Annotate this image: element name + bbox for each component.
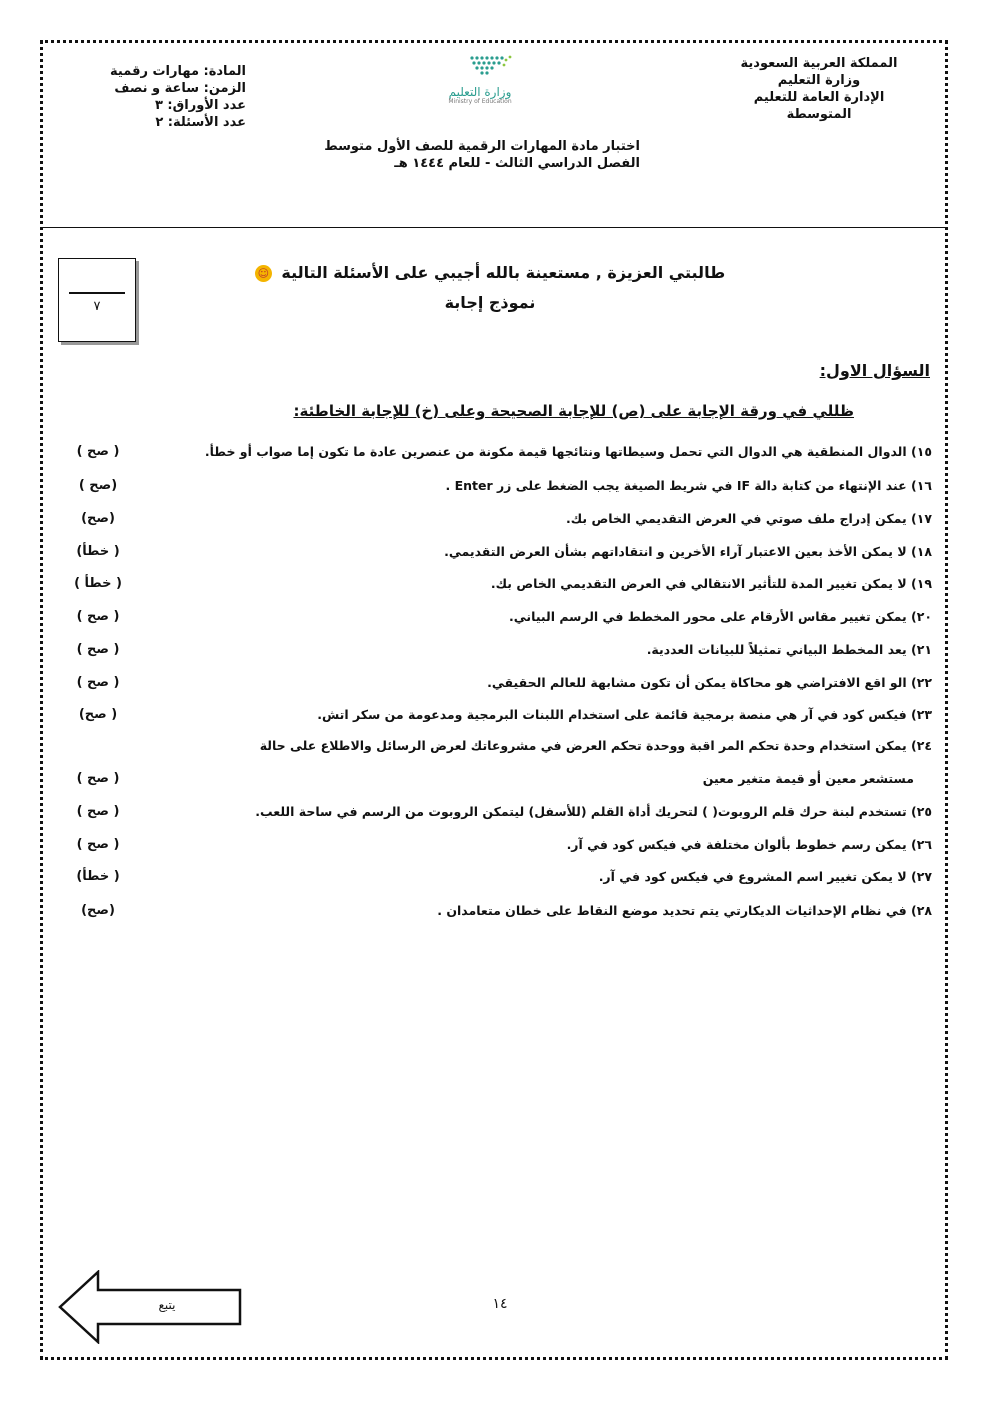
question-19: ١٩) لا يمكن تغيير المدة للتأثير الانتقالي في العرض التقديمي الخاص بك. xyxy=(490,576,932,591)
answer-17: (صح) xyxy=(81,511,115,526)
answer-22: ( صح ) xyxy=(76,675,120,690)
header-country: المملكة العربية السعودية xyxy=(740,56,898,71)
page-number: ١٤ xyxy=(492,1296,508,1312)
answer-18: ( خطأ) xyxy=(76,544,120,559)
section-instruction: ظللي في ورقة الإجابة على (ص) للإجابة الصحيحة وعلى (خ) للإجابة الخاطئة: xyxy=(293,402,854,420)
answer-20: ( صح ) xyxy=(76,609,120,624)
page-border xyxy=(40,40,948,1360)
answer-15: ( صح ) xyxy=(76,444,120,459)
model-answer-label: نموذج إجابة xyxy=(444,293,536,312)
next-label: يتبع xyxy=(158,1298,176,1312)
question-21: ٢١) يعد المخطط البياني تمثيلاً للبيانات العددية. xyxy=(646,642,932,657)
exam-questions-count: عدد الأسئلة: ٢ xyxy=(155,115,246,130)
answer-19: ( خطأ ) xyxy=(74,576,122,591)
answer-25: ( صح ) xyxy=(76,804,120,819)
header-administration: الإدارة العامة للتعليم xyxy=(753,90,885,105)
score-fraction-line xyxy=(69,292,125,294)
logo-text: وزارة التعليم xyxy=(448,85,512,99)
header-school: المتوسطة xyxy=(786,107,852,122)
header-divider xyxy=(43,227,948,228)
logo-subtext: Ministry of Education xyxy=(448,98,512,105)
exam-title-block xyxy=(320,138,640,172)
exam-duration: الزمن: ساعة و نصف xyxy=(114,81,246,96)
question-24-continued: مستشعر معين أو قيمة متغير معين xyxy=(702,771,914,786)
question-17: ١٧) يمكن إدراج ملف صوتي في العرض التقديمي الخاص بك. xyxy=(566,511,932,526)
score-total: ٧ xyxy=(93,299,101,314)
answer-26: ( صح ) xyxy=(76,837,120,852)
exam-title: اختبار مادة المهارات الرقمية للصف الأول متوسط xyxy=(324,139,640,154)
ministry-header xyxy=(734,55,904,123)
question-24: ٢٤) يمكن استخدام وحدة تحكم المر اقبة ووحدة تحكم العرض في مشروعاتك لعرض الرسائل والاطلاع على حالة xyxy=(259,738,932,753)
question-28: ٢٨) في نظام الإحداثيات الديكارتي يتم تحديد موضع النقاط على خطان متعامدان . xyxy=(437,903,932,918)
answer-23: ( صح) xyxy=(78,707,118,722)
exam-term: الفصل الدراسي الثالث - للعام ١٤٤٤ هـ xyxy=(394,156,640,171)
question-20: ٢٠) يمكن تغيير مقاس الأرقام على محور المخطط في الرسم البياني. xyxy=(509,609,932,624)
logo-dots-icon xyxy=(430,52,530,84)
smiley-icon: ☺ xyxy=(255,265,272,282)
greeting-block xyxy=(250,258,730,318)
exam-subject: المادة: مهارات رقمية xyxy=(110,64,246,79)
question-27: ٢٧) لا يمكن تغيير اسم المشروع في فيكس كود في آر. xyxy=(598,869,932,884)
exam-pages: عدد الأوراق: ٣ xyxy=(154,98,246,113)
score-box xyxy=(58,258,136,342)
section-title: السؤال الاول: xyxy=(819,361,930,380)
ministry-logo xyxy=(430,52,530,107)
answer-27: ( خطأ) xyxy=(76,869,120,884)
greeting-line xyxy=(250,258,730,288)
question-22: ٢٢) الو اقع الافتراضي هو محاكاة يمكن أن تكون مشابهة للعالم الحقيقي. xyxy=(487,675,932,690)
answer-28: (صح) xyxy=(81,903,115,918)
question-23: ٢٣) فيكس كود في آر هي منصة برمجية قائمة على استخدام اللبنات البرمجية ومدعومة من سكر اتش. xyxy=(317,707,932,722)
header-ministry: وزارة التعليم xyxy=(777,73,861,88)
question-26: ٢٦) يمكن رسم خطوط بألوان مختلفة في فيكس كود في آر. xyxy=(566,837,932,852)
greeting-text: طالبتي العزيزة , مستعينة بالله أجيبي على الأسئلة التالية xyxy=(281,263,726,282)
exam-info xyxy=(96,63,246,131)
question-16: ١٦) عند الإنتهاء من كتابة دالة IF في شريط الصيغة يجب الضغط على زر Enter . xyxy=(445,478,932,493)
answer-21: ( صح ) xyxy=(76,642,120,657)
question-15: ١٥) الدوال المنطقية هي الدوال التي تحمل وسيطاتها ونتائجها قيمة مكونة من عنصرين عادة ما تكون إما صواب أو خطأ. xyxy=(204,444,932,459)
question-18: ١٨) لا يمكن الأخذ بعين الاعتبار آراء الأخرين و انتقاداتهم بشأن العرض التقديمي. xyxy=(444,544,932,559)
answer-24: ( صح ) xyxy=(76,771,120,786)
answer-16: (صح ) xyxy=(78,478,118,493)
question-25: ٢٥) تستخدم لبنة حرك قلم الروبوت( ) لتحريك أداة القلم (للأسفل) ليتمكن الروبوت من الرسم في ساحة اللعب. xyxy=(255,804,932,819)
